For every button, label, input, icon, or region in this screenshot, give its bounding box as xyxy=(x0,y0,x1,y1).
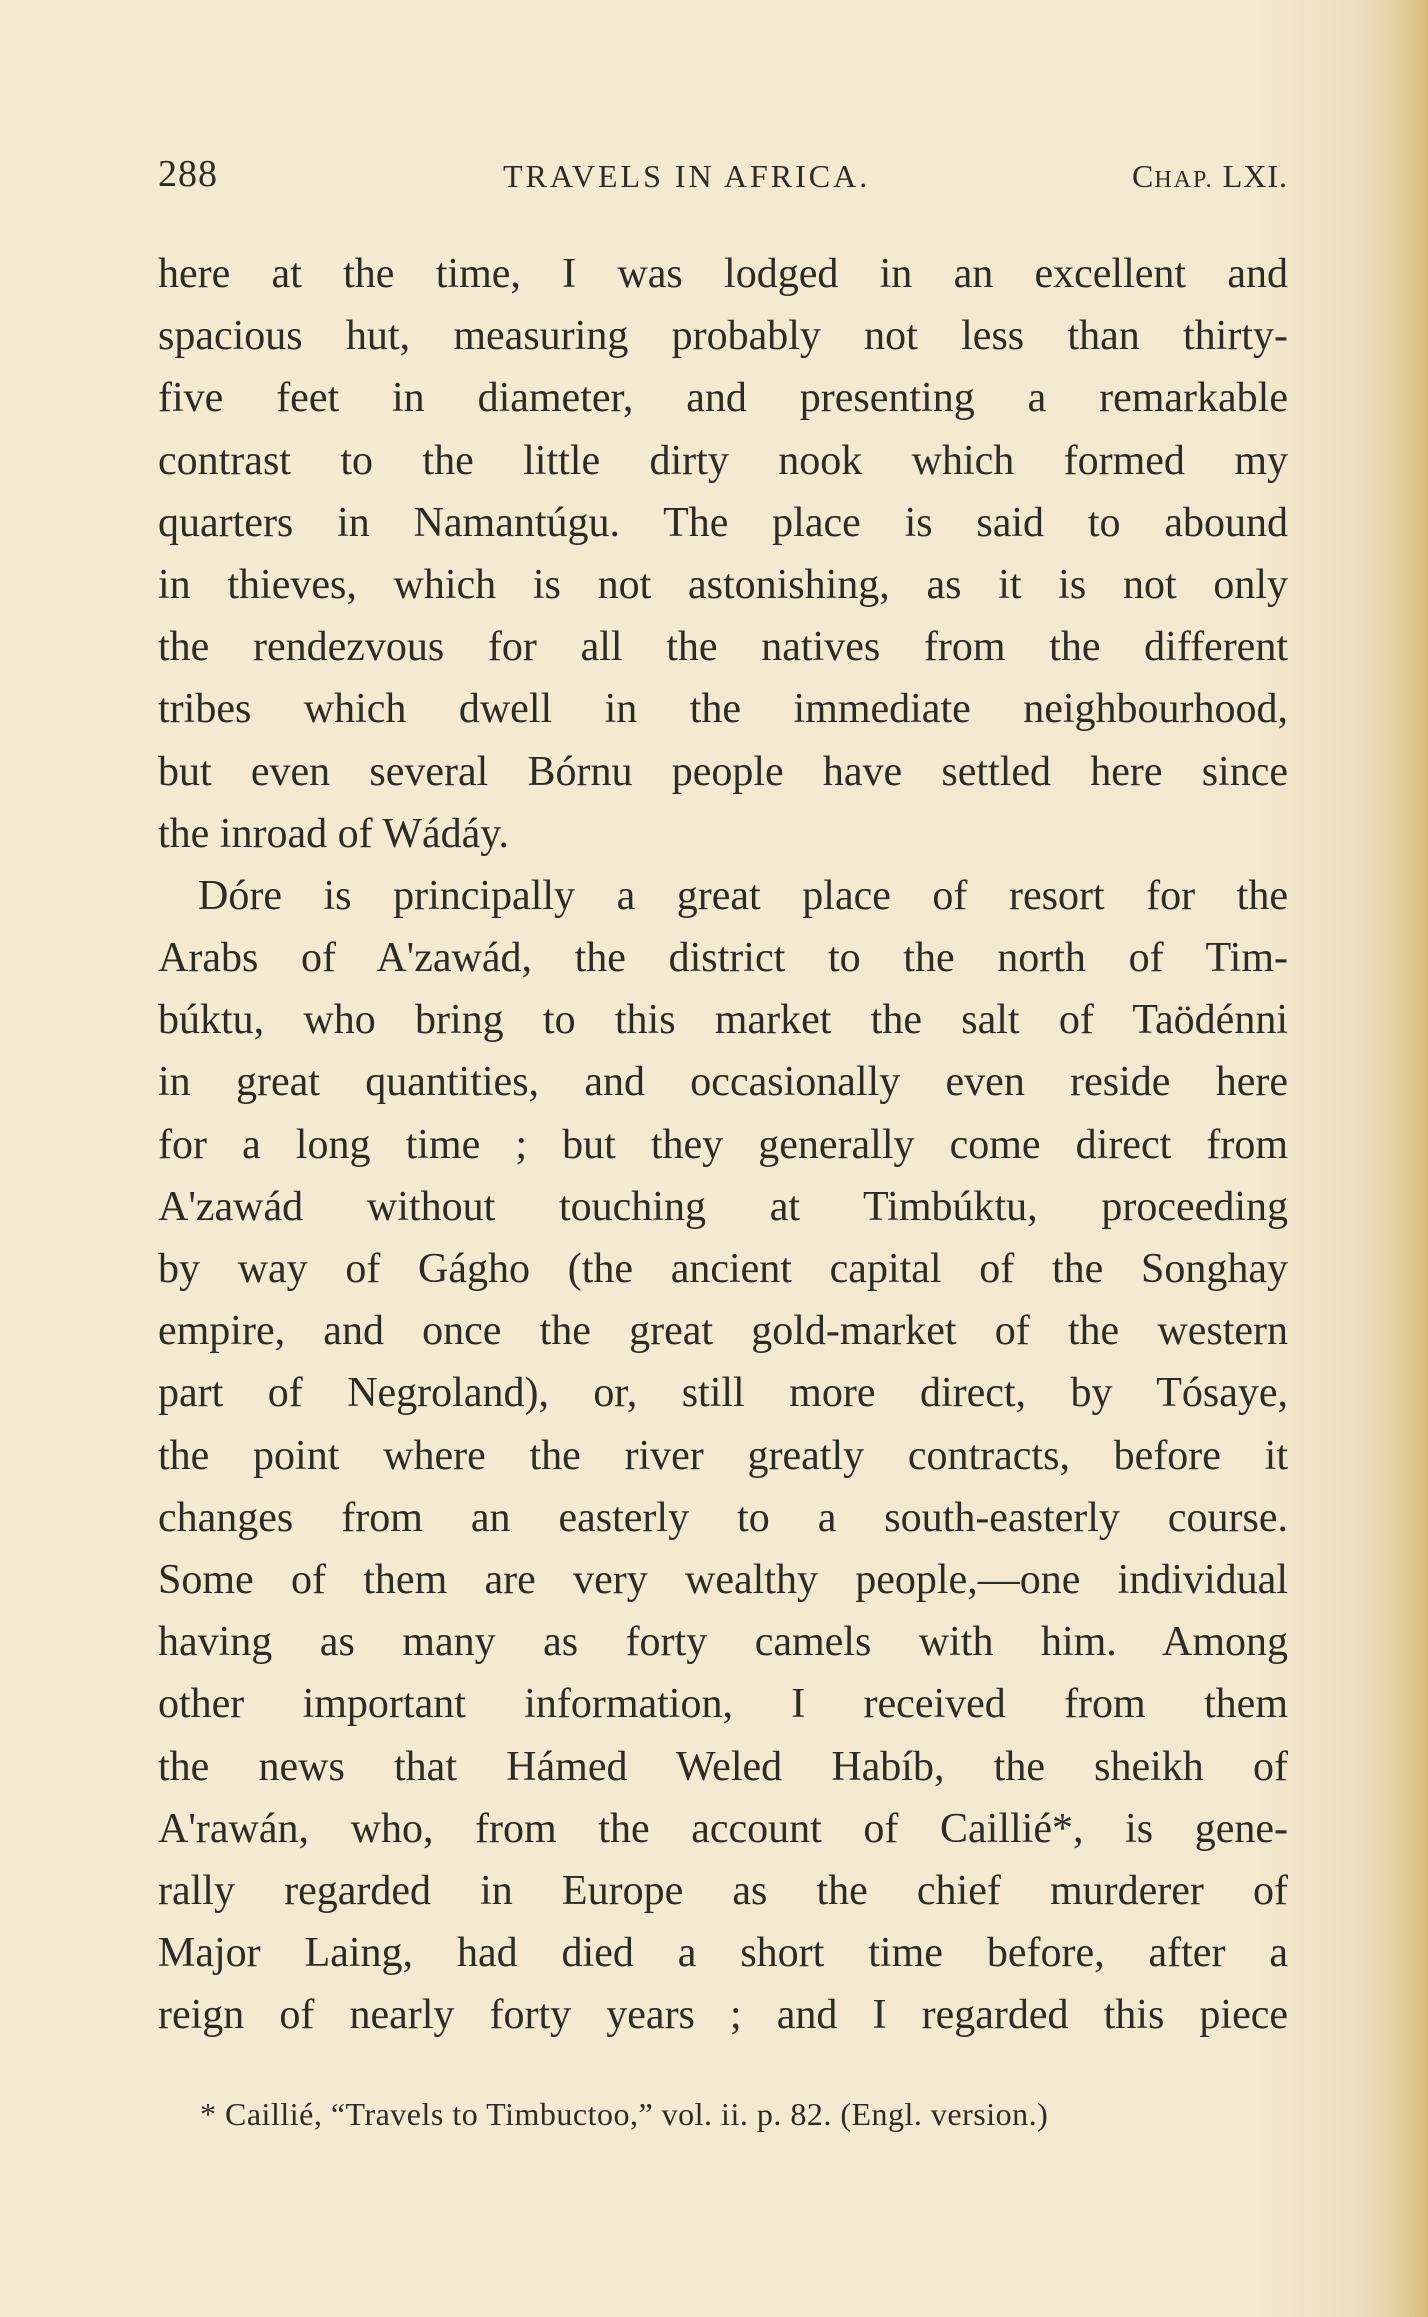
page-edge-shadow xyxy=(1398,0,1428,2317)
body-text xyxy=(158,243,1288,2046)
text-line: búktu, who bring to this market the salt of Taödénni xyxy=(158,997,1288,1044)
text-line: reign of nearly forty years ; and I regarded this piece xyxy=(158,1992,1288,2039)
chapter-smallcaps: HAP. xyxy=(1154,167,1214,193)
text-line: the rendezvous for all the natives from the different xyxy=(158,624,1288,671)
paragraph-first-line: Dóre is principally a great place of resort for the xyxy=(198,872,1288,919)
text-line: for a long time ; but they generally come direct from xyxy=(158,1121,1288,1168)
chapter-label xyxy=(1132,158,1288,195)
text-line: A'rawán, who, from the account of Caillié*, is gene- xyxy=(158,1805,1288,1852)
text-line: quarters in Namantúgu. The place is said to abound xyxy=(158,499,1288,546)
text-line: Some of them are very wealthy people,—one individual xyxy=(158,1556,1288,1603)
text-line: other important information, I received from them xyxy=(158,1681,1288,1728)
text-line: in great quantities, and occasionally even reside here xyxy=(158,1059,1288,1106)
text-line: here at the time, I was lodged in an excellent and xyxy=(158,251,1288,297)
text-line: Major Laing, had died a short time before, after a xyxy=(158,1930,1288,1977)
page-number: 288 xyxy=(158,153,218,195)
text-line: the news that Hámed Weled Habíb, the sheikh of xyxy=(158,1743,1288,1790)
text-line: contrast to the little dirty nook which formed my xyxy=(158,437,1288,484)
text-line: rally regarded in Europe as the chief murderer of xyxy=(158,1867,1288,1914)
text-line: by way of Gágho (the ancient capital of the Songhay xyxy=(158,1246,1288,1292)
text-line: having as many as forty camels with him. Among xyxy=(158,1619,1288,1666)
text-line: the inroad of Wádáy. xyxy=(158,810,510,857)
text-line: the point where the river greatly contracts, before it xyxy=(158,1432,1288,1479)
text-line: tribes which dwell in the immediate neighbourhood, xyxy=(158,686,1288,733)
running-title: TRAVELS IN AFRICA. xyxy=(503,158,871,194)
chapter-prefix: C xyxy=(1131,158,1155,194)
chapter-number: LXI. xyxy=(1213,158,1288,194)
text-line: part of Negroland), or, still more direct, by Tósaye, xyxy=(158,1370,1288,1417)
text-line: Arabs of A'zawád, the district to the north of Tim- xyxy=(158,935,1288,982)
text-line: five feet in diameter, and presenting a remarkable xyxy=(158,375,1288,422)
text-line: but even several Bórnu people have settled here since xyxy=(158,748,1288,795)
text-line: in thieves, which is not astonishing, as it is not only xyxy=(158,561,1288,608)
footnote: * Caillié, “Travels to Timbuctoo,” vol. ii. p. 82. (Engl. version.) xyxy=(200,2096,1049,2132)
text-line: changes from an easterly to a south-easterly course. xyxy=(158,1494,1288,1541)
text-line: spacious hut, measuring probably not less than thirty- xyxy=(158,313,1288,360)
running-header xyxy=(158,152,1288,196)
text-line: empire, and once the great gold-market of the western xyxy=(158,1308,1288,1355)
text-line: A'zawád without touching at Timbúktu, proceeding xyxy=(158,1183,1288,1230)
